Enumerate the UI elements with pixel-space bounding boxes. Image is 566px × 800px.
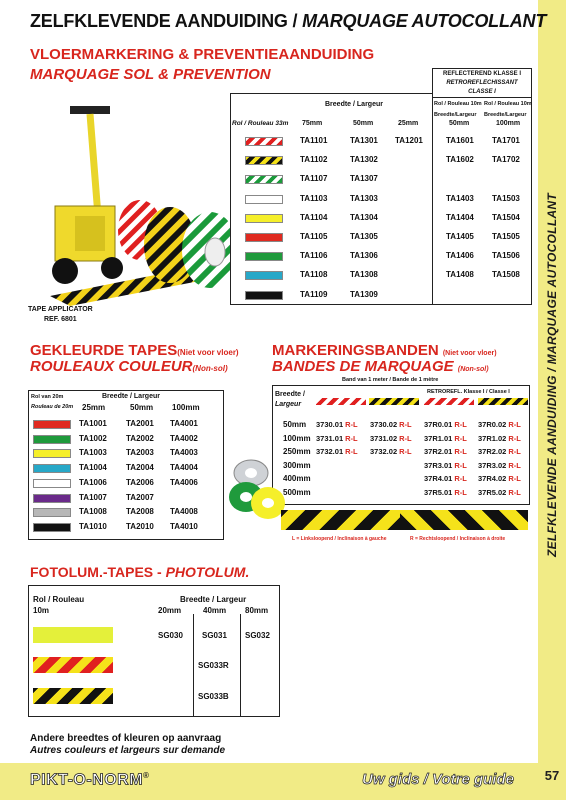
colored-swatch (33, 508, 71, 517)
floor-code: TA1702 (492, 155, 520, 165)
breedte-b: Breedte/Largeur (484, 112, 527, 118)
page-title: ZELFKLEVENDE AANDUIDING / MARQUAGE AUTOCOLLANT (30, 11, 547, 31)
photo-rol: Rol / Rouleau (33, 595, 85, 604)
floor-code: TA1303 (350, 193, 378, 203)
marking-breedte: Breedte / (275, 391, 305, 398)
marking-band: Band van 1 meter / Bande de 1 mètre (342, 377, 439, 383)
floor-code: TA1408 (446, 270, 474, 280)
col-25mm: 25mm (398, 120, 419, 127)
col-refl-50mm: 50mm (449, 120, 470, 127)
colored-code: TA1007 (79, 492, 107, 502)
floor-code: TA1101 (300, 136, 328, 145)
page-number: 57 (544, 768, 560, 783)
marking-code: 37R2.02 R-L (478, 447, 521, 457)
marking-swatch-rw (316, 398, 366, 405)
floor-swatch (245, 252, 283, 261)
colored-code: TA4008 (170, 507, 198, 517)
floor-code: TA1505 (492, 232, 520, 241)
marking-code: 37R0.01 R-L (424, 420, 467, 429)
floor-code: TA1508 (492, 270, 520, 280)
marking-code: 37R3.02 R-L (478, 460, 521, 470)
floor-code: TA1105 (300, 232, 328, 241)
colored-rolls-image (226, 455, 288, 523)
colored-code: TA4002 (170, 433, 198, 443)
floor-code: TA1506 (492, 251, 520, 261)
marking-code: 3732.02 R-L (370, 447, 412, 457)
floor-code: TA1109 (300, 289, 328, 299)
floor-code: TA1107 (300, 174, 328, 184)
marking-largeur: Largeur (275, 401, 302, 408)
marking-code: 37R0.02 R-L (478, 420, 521, 429)
colored-code: TA2003 (126, 448, 154, 458)
applicator-label: TAPE APPLICATOR (28, 306, 93, 313)
colored-swatch (33, 494, 71, 503)
marking-width: 50mm (283, 420, 307, 429)
photo-col-40: 40mm (203, 606, 227, 615)
marking-swatch-refl-rw (424, 398, 474, 405)
colored-code: TA1008 (79, 507, 107, 517)
note-fr: Autres couleurs et largeurs sur demande (30, 745, 226, 756)
floor-code: TA1602 (446, 155, 474, 165)
photo-divider-2 (240, 614, 241, 717)
legend-left: L = Linksloopend / Inclinaison à gauche (292, 536, 387, 542)
marking-code: 37R5.02 R-L (478, 488, 521, 497)
photo-breedte: Breedte / Largeur (180, 595, 247, 604)
guide-label: Uw gids / Votre guide (362, 771, 514, 788)
floor-code: TA1309 (350, 289, 378, 299)
floor-code: TA1308 (350, 270, 378, 280)
floor-code: TA1503 (492, 193, 520, 203)
colored-title-fr: ROULEAUX COULEUR(Non-sol) (30, 358, 228, 375)
colored-code: TA4003 (170, 448, 198, 458)
floor-code: TA1108 (300, 270, 328, 280)
floor-breedte: Breedte / Largeur (325, 101, 383, 108)
side-title: ZELFKLEVENDE AANDUIDING / MARQUAGE AUTOCOLLANT (545, 192, 560, 558)
floor-swatch (245, 195, 283, 204)
note-nl: Andere breedtes of kleuren op aanvraag (30, 733, 222, 744)
marking-code: 3730.01 R-L (316, 420, 358, 429)
marking-width: 100mm (283, 433, 311, 443)
colored-code: TA1006 (79, 477, 107, 487)
photo-sg030: SG030 (158, 631, 183, 640)
floor-code: TA1504 (492, 212, 520, 222)
floor-swatch (245, 214, 283, 223)
tape-rolls-image (115, 190, 245, 290)
colored-code: TA4004 (170, 463, 198, 473)
rol33: Rol / Rouleau 33m (232, 120, 289, 127)
marking-width: 300mm (283, 460, 311, 470)
col-50mm: 50mm (353, 120, 374, 127)
floor-code: TA1305 (350, 232, 378, 241)
colored-code: TA2007 (126, 492, 154, 502)
photo-sg032: SG032 (245, 631, 270, 640)
floor-swatch (245, 271, 283, 280)
photo-len: 10m (33, 606, 50, 615)
floor-code: TA1102 (300, 155, 328, 165)
marking-width: 500mm (283, 488, 311, 497)
floor-swatch (245, 137, 283, 146)
floor-swatch (245, 233, 283, 242)
marking-code: 37R4.01 R-L (424, 474, 467, 484)
floor-swatch (245, 175, 283, 184)
photo-swatch-black (33, 688, 113, 704)
colored-code: TA2010 (126, 521, 154, 531)
marking-code: 37R2.01 R-L (424, 447, 467, 457)
marking-code: 37R4.02 R-L (478, 474, 521, 484)
legend-right: R = Rechtsloopend / Inclinaison à droite (410, 536, 506, 542)
colored-swatch (33, 435, 71, 444)
colored-code: TA2004 (126, 463, 154, 473)
photo-swatch-yellow (33, 627, 113, 643)
colored-col-50: 50mm (130, 403, 154, 412)
colored-swatch (33, 449, 71, 458)
marking-title-nl: MARKERINGSBANDEN (Niet voor vloer) (272, 342, 497, 359)
photo-sg031: SG031 (202, 631, 227, 640)
marking-swatch-yk (369, 398, 419, 405)
colored-code: TA1001 (79, 419, 107, 428)
marking-title-fr: BANDES DE MARQUAGE (Non-sol) (272, 358, 489, 375)
marking-width: 400mm (283, 474, 311, 484)
colored-code: TA2006 (126, 477, 154, 487)
colored-code: TA1003 (79, 448, 107, 458)
colored-code: TA1010 (79, 521, 107, 531)
floor-code: TA1404 (446, 212, 474, 222)
marking-code: 3731.02 R-L (370, 433, 412, 443)
floor-code: TA1201 (395, 136, 423, 145)
marking-retro: RETROREFL. Klasse I / Classe I (427, 389, 510, 395)
marking-code: 3732.01 R-L (316, 447, 358, 457)
colored-code: TA2008 (126, 507, 154, 517)
colored-code: TA4006 (170, 477, 198, 487)
floor-code: TA1403 (446, 193, 474, 203)
marking-swatch-refl-yk (478, 398, 528, 405)
colored-swatch (33, 523, 71, 532)
colored-code: TA2001 (126, 419, 154, 428)
col-refl-100mm: 100mm (496, 120, 521, 127)
floor-code: TA1304 (350, 212, 378, 222)
col-75mm: 75mm (302, 120, 323, 127)
floor-code: TA1104 (300, 212, 328, 222)
hazard-band-right (400, 510, 528, 530)
marking-code: 37R3.01 R-L (424, 460, 467, 470)
colored-swatch (33, 464, 71, 473)
colored-code: TA4010 (170, 521, 198, 531)
marking-code: 37R1.01 R-L (424, 433, 467, 443)
marking-code: 3730.02 R-L (370, 420, 412, 429)
floor-code: TA1103 (300, 193, 328, 203)
photo-col-20: 20mm (158, 606, 182, 615)
floor-swatch (245, 156, 283, 165)
colored-code: TA4001 (170, 419, 198, 428)
colored-rol20: Rol van 20m (31, 394, 64, 400)
photo-sg033r: SG033R (198, 661, 229, 670)
marking-code: 37R5.01 R-L (424, 488, 467, 497)
floor-code: TA1301 (350, 136, 378, 145)
colored-rouleau20: Rouleau de 20m (31, 404, 74, 410)
floor-code: TA1106 (300, 251, 328, 261)
colored-breedte: Breedte / Largeur (102, 393, 160, 400)
photo-divider-1 (193, 614, 194, 717)
colored-code: TA2002 (126, 433, 154, 443)
colored-code: TA1002 (79, 433, 107, 443)
floor-code: TA1406 (446, 251, 474, 261)
colored-swatch (33, 420, 71, 429)
floor-code: TA1601 (446, 136, 474, 145)
subtitle-fr: MARQUAGE SOL & PREVENTION (30, 66, 271, 83)
colored-code: TA1004 (79, 463, 107, 473)
colored-col-100: 100mm (172, 403, 200, 412)
floor-code: TA1405 (446, 232, 474, 241)
hazard-band-left (281, 510, 404, 530)
colored-swatch (33, 479, 71, 488)
photo-swatch-red (33, 657, 113, 673)
reflective-header: REFLECTEREND KLASSE I RETROREFLECHISSANT CLASSE I (432, 68, 532, 98)
floor-code: TA1302 (350, 155, 378, 165)
applicator-ref: REF. 6801 (44, 316, 77, 323)
photo-sg033b: SG033B (198, 692, 229, 701)
marking-width: 250mm (283, 447, 311, 457)
marking-code: 37R1.02 R-L (478, 433, 521, 443)
floor-code: TA1701 (492, 136, 520, 145)
floor-code: TA1307 (350, 174, 378, 184)
floor-code: TA1306 (350, 251, 378, 261)
colored-col-25: 25mm (82, 403, 106, 412)
brand-logo: PIKT-O-NORM® (30, 771, 150, 789)
photo-col-80: 80mm (245, 606, 269, 615)
rol10-a: Rol / Rouleau 10m (434, 101, 482, 107)
marking-code: 3731.01 R-L (316, 433, 358, 443)
photo-title: FOTOLUM.-TAPES - PHOTOLUM. (30, 564, 250, 580)
breedte-a: Breedte/Largeur (434, 112, 477, 118)
subtitle-nl: VLOERMARKERING & PREVENTIEAANDUIDING (30, 46, 375, 63)
rol10-b: Rol / Rouleau 10m (484, 101, 532, 107)
floor-swatch (245, 291, 283, 300)
colored-title-nl: GEKLEURDE TAPES(Niet voor vloer) (30, 342, 239, 359)
